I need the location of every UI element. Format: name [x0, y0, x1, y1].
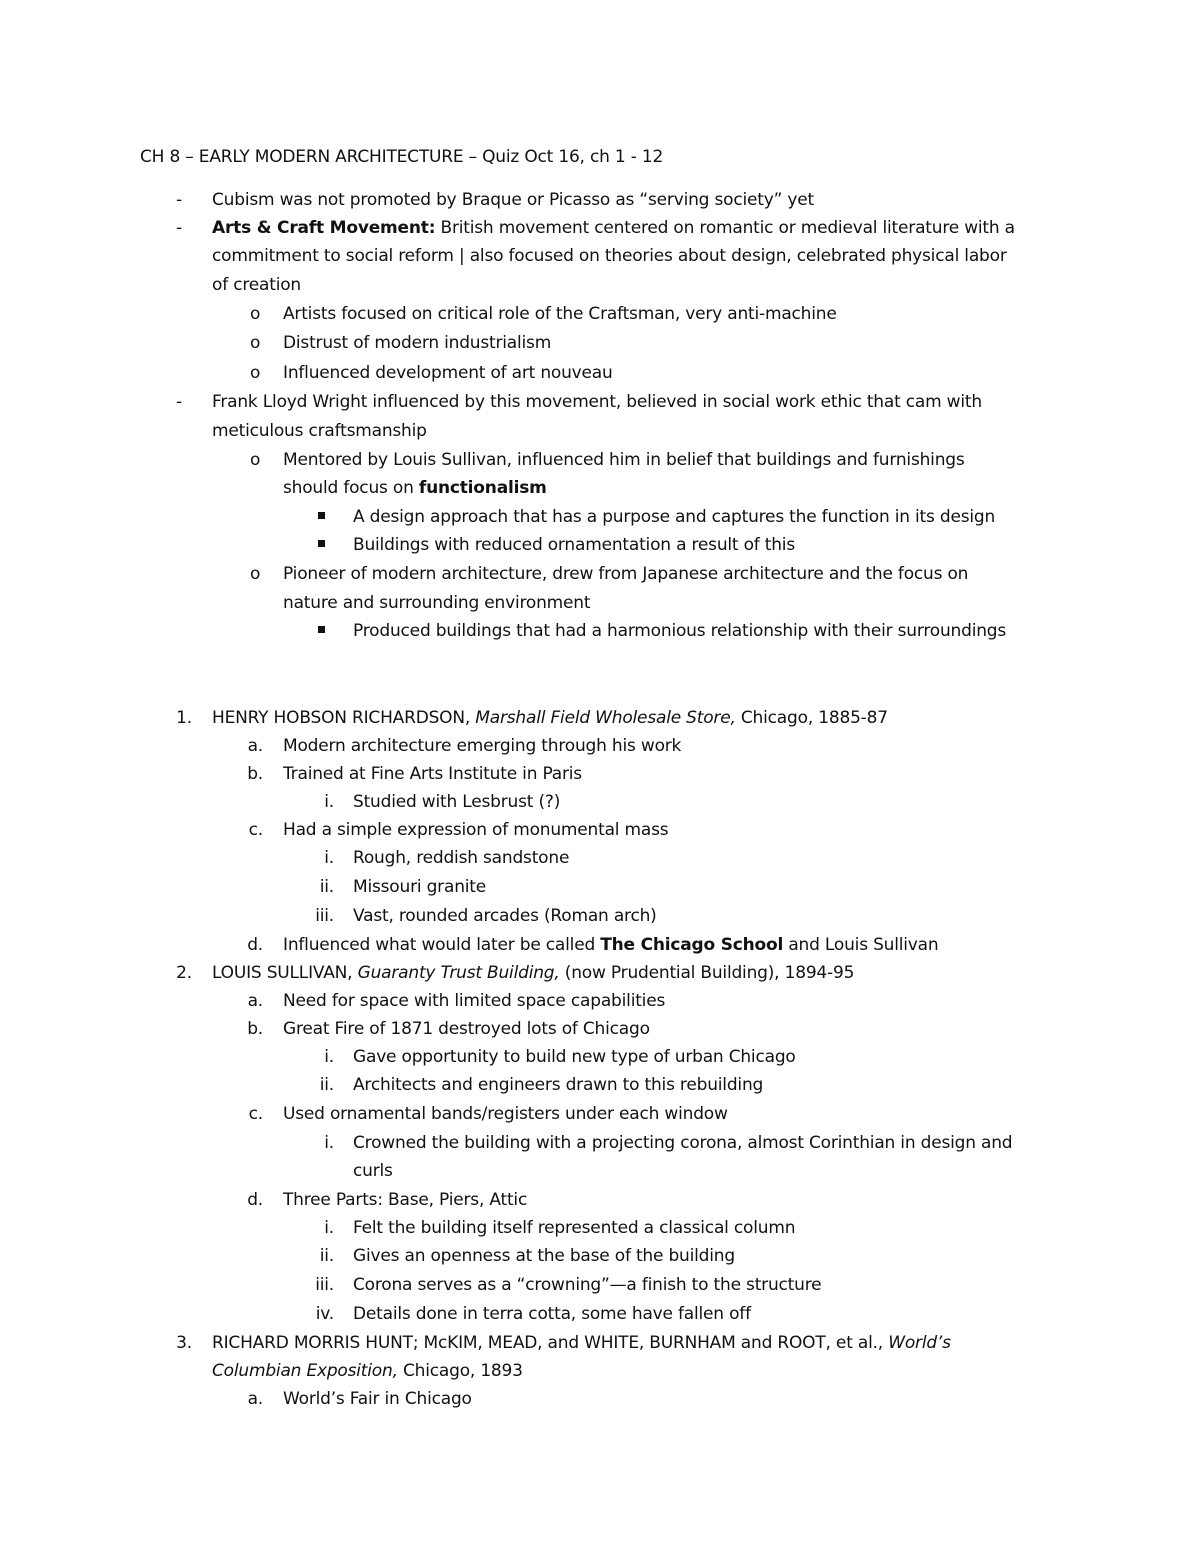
note-sub-item: Artists focused on critical role of the Craftsman, very anti-machine	[283, 304, 837, 324]
note-cubism: Cubism was not promoted by Braque or Picasso as “serving society” yet	[212, 190, 814, 210]
note-sub-sub-item: A design approach that has a purpose and captures the function in its design	[353, 507, 996, 527]
note-sub-sub-item: Buildings with reduced ornamentation a result of this	[353, 535, 795, 555]
list-sub-sub-item: Details done in terra cotta, some have fallen off	[353, 1304, 751, 1324]
list-item-exposition: RICHARD MORRIS HUNT; McKIM, MEAD, and WHITE, BURNHAM and ROOT, et al., World’s	[212, 1333, 951, 1353]
circle-marker: o	[250, 363, 261, 383]
list-roman: i.	[324, 848, 334, 868]
list-sub-sub-item: Studied with Lesbrust (?)	[353, 792, 561, 812]
note-arts-crafts-line2: commitment to social reform | also focused on theories about design, celebrated physical labor	[212, 246, 1007, 266]
list-letter: b.	[247, 764, 263, 784]
list-letter: a.	[247, 1389, 263, 1409]
list-number: 3.	[176, 1333, 192, 1353]
list-sub-sub-item-line2: curls	[353, 1161, 393, 1181]
note-sub-item-line2: nature and surrounding environment	[283, 593, 591, 613]
square-bullet	[318, 503, 325, 531]
list-roman: i.	[324, 1218, 334, 1238]
list-roman: i.	[324, 1047, 334, 1067]
note-arts-crafts: Arts & Craft Movement: British movement centered on romantic or medieval literature with a	[212, 218, 1015, 238]
note-sub-item: Influenced development of art nouveau	[283, 363, 613, 383]
list-sub-sub-item: Gives an openness at the base of the building	[353, 1246, 735, 1266]
note-sub-item: Mentored by Louis Sullivan, influenced him in belief that buildings and furnishings	[283, 450, 965, 470]
list-sub-sub-item: Corona serves as a “crowning”—a finish to the structure	[353, 1275, 822, 1295]
dash-marker: -	[176, 392, 182, 412]
list-roman: ii.	[319, 1075, 334, 1095]
square-bullet	[318, 531, 325, 559]
square-bullet	[318, 617, 325, 645]
list-item-sullivan: LOUIS SULLIVAN, Guaranty Trust Building, (now Prudential Building), 1894-95	[212, 963, 855, 983]
circle-marker: o	[250, 450, 261, 470]
list-roman: iii.	[315, 1275, 334, 1295]
note-wright-line2: meticulous craftsmanship	[212, 421, 427, 441]
list-sub-item: Had a simple expression of monumental mass	[283, 820, 669, 840]
list-roman: i.	[324, 792, 334, 812]
list-sub-item: Used ornamental bands/registers under each window	[283, 1104, 728, 1124]
list-sub-sub-item: Gave opportunity to build new type of urban Chicago	[353, 1047, 796, 1067]
circle-marker: o	[250, 304, 261, 324]
note-sub-item: Pioneer of modern architecture, drew from Japanese architecture and the focus on	[283, 564, 969, 584]
list-roman: i.	[324, 1133, 334, 1153]
page-title: CH 8 – EARLY MODERN ARCHITECTURE – Quiz Oct 16, ch 1 - 12	[140, 147, 664, 167]
dash-marker: -	[176, 190, 182, 210]
note-wright: Frank Lloyd Wright influenced by this movement, believed in social work ethic that cam with	[212, 392, 982, 412]
note-arts-crafts-line3: of creation	[212, 275, 301, 295]
list-sub-item: Three Parts: Base, Piers, Attic	[283, 1190, 528, 1210]
list-letter: b.	[247, 1019, 263, 1039]
list-sub-sub-item: Vast, rounded arcades (Roman arch)	[353, 906, 657, 926]
list-roman: ii.	[319, 1246, 334, 1266]
list-sub-sub-item: Crowned the building with a projecting corona, almost Corinthian in design and	[353, 1133, 1013, 1153]
list-sub-item: World’s Fair in Chicago	[283, 1389, 472, 1409]
list-letter: d.	[247, 1190, 263, 1210]
list-letter: a.	[247, 736, 263, 756]
list-number: 2.	[176, 963, 192, 983]
list-sub-sub-item: Architects and engineers drawn to this rebuilding	[353, 1075, 764, 1095]
list-roman: iii.	[315, 906, 334, 926]
list-sub-sub-item: Rough, reddish sandstone	[353, 848, 570, 868]
dash-marker: -	[176, 218, 182, 238]
list-sub-item: Great Fire of 1871 destroyed lots of Chicago	[283, 1019, 650, 1039]
list-letter: c.	[248, 1104, 263, 1124]
note-sub-item: Distrust of modern industrialism	[283, 333, 552, 353]
list-letter: d.	[247, 935, 263, 955]
note-sub-sub-item: Produced buildings that had a harmonious relationship with their surroundings	[353, 621, 1007, 641]
note-sub-item-line2: should focus on functionalism	[283, 478, 547, 498]
list-sub-item: Influenced what would later be called The Chicago School and Louis Sullivan	[283, 935, 939, 955]
list-sub-sub-item: Missouri granite	[353, 877, 487, 897]
list-letter: a.	[247, 991, 263, 1011]
list-sub-sub-item: Felt the building itself represented a classical column	[353, 1218, 796, 1238]
list-sub-item: Trained at Fine Arts Institute in Paris	[283, 764, 582, 784]
list-number: 1.	[176, 708, 192, 728]
list-letter: c.	[248, 820, 263, 840]
list-sub-item: Need for space with limited space capabilities	[283, 991, 666, 1011]
list-roman: iv.	[315, 1304, 334, 1324]
list-item-richardson: HENRY HOBSON RICHARDSON, Marshall Field Wholesale Store, Chicago, 1885-87	[212, 708, 888, 728]
circle-marker: o	[250, 564, 261, 584]
list-item-exposition-line2: Columbian Exposition, Chicago, 1893	[212, 1361, 523, 1381]
circle-marker: o	[250, 333, 261, 353]
list-roman: ii.	[319, 877, 334, 897]
list-sub-item: Modern architecture emerging through his work	[283, 736, 682, 756]
